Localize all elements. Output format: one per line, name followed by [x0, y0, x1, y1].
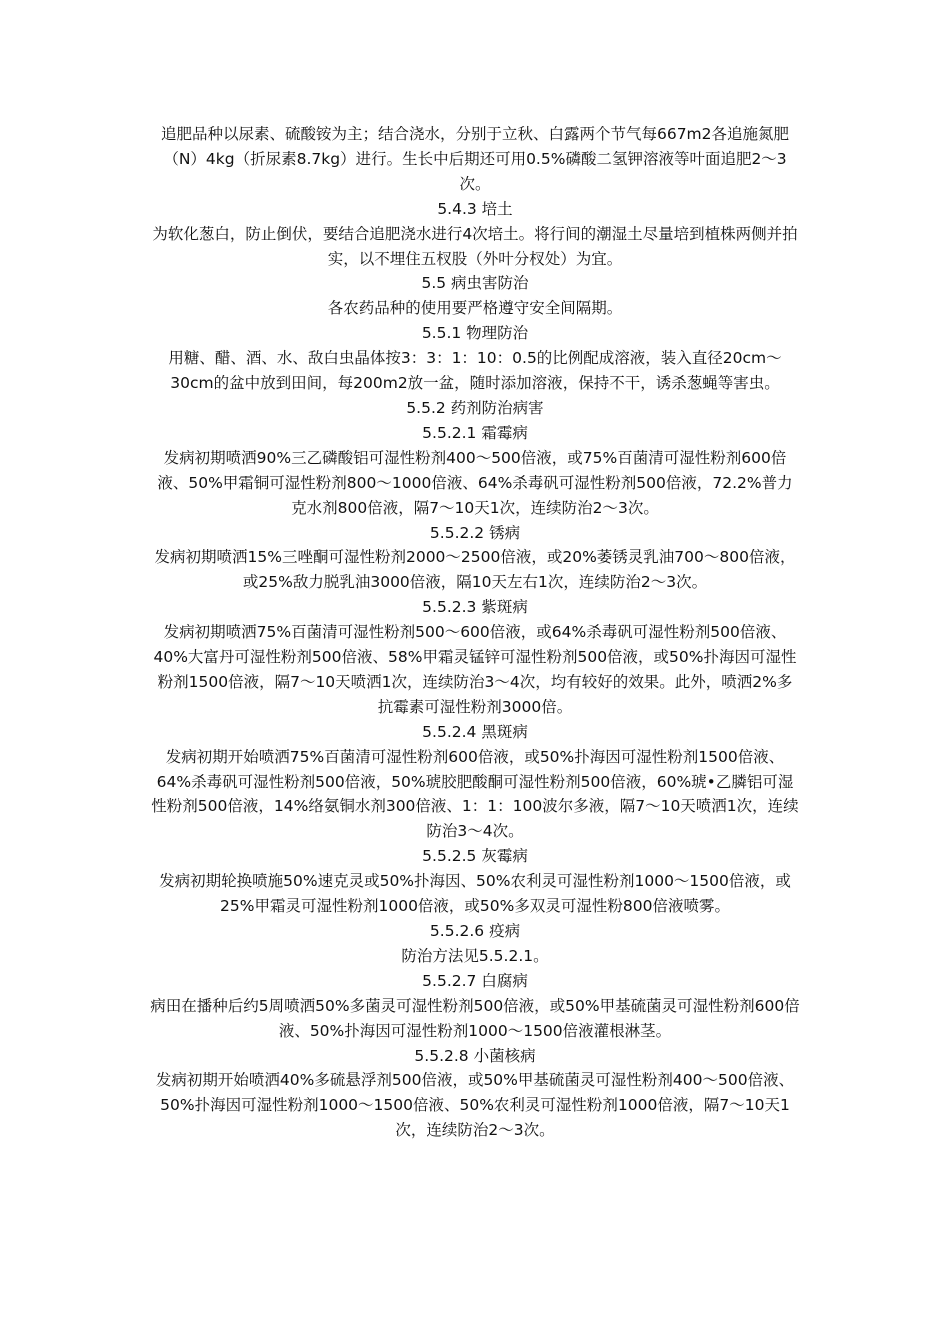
- paragraph-downy-mildew: 发病初期喷洒90%三乙磷酸铝可湿性粉剂400～500倍液，或75%百菌清可湿性粉剂600倍液、50%甲霜铜可湿性粉剂800～1000倍液、64%杀毒矾可湿性粉剂500倍液，72.2%普力克水剂800倍液，隔7～10天1次，连续防治2～3次。: [157, 448, 793, 517]
- heading-5-4-3: 5.4.3 培土: [437, 199, 513, 218]
- heading-5-5-2-3: 5.5.2.3 紫斑病: [422, 598, 528, 617]
- paragraph-blight: 防治方法见5.5.2.1。: [401, 946, 549, 965]
- paragraph-rust: 发病初期喷洒15%三唑酮可湿性粉剂2000～2500倍液，或20%萎锈灵乳油700～800倍液，或25%敌力脱乳油3000倍液，隔10天左右1次，连续防治2～3次。: [154, 548, 796, 592]
- heading-5-5: 5.5 病虫害防治: [421, 274, 529, 293]
- paragraph-black-spot: 发病初期开始喷洒75%百菌清可湿性粉剂600倍液，或50%扑海因可湿性粉剂1500倍液、64%杀毒矾可湿性粉剂500倍液，50%琥胶肥酸酮可湿性粉剂500倍液，60%琥•乙膦铝可湿性粉剂500倍液，14%络氨铜水剂300倍液、1：1：100波尔多液，隔7～10天喷洒1次，连续防治3～4次。: [151, 747, 799, 841]
- heading-5-5-2-7: 5.5.2.7 白腐病: [422, 971, 528, 990]
- heading-5-5-2: 5.5.2 药剂防治病害: [406, 398, 544, 417]
- paragraph-safety-interval: 各农药品种的使用要严格遵守安全间隔期。: [327, 299, 623, 318]
- paragraph-earthing-up: 为软化葱白，防止倒伏，要结合追肥浇水进行4次培土。将行间的潮湿土尽量培到植株两侧并拍实，以不埋住五杈股（外叶分杈处）为宜。: [152, 224, 798, 268]
- heading-5-5-2-8: 5.5.2.8 小菌核病: [414, 1046, 536, 1065]
- heading-5-5-2-5: 5.5.2.5 灰霉病: [422, 847, 528, 866]
- paragraph-topdressing: 追肥品种以尿素、硫酸铵为主；结合浇水，分别于立秋、白露两个节气每667m2各追施氮肥（N）4kg（折尿素8.7kg）进行。生长中后期还可用0.5%磷酸二氢钾溶液等叶面追肥2～3次。: [160, 125, 790, 193]
- heading-5-5-2-4: 5.5.2.4 黑斑病: [422, 722, 528, 741]
- heading-5-5-1: 5.5.1 物理防治: [421, 324, 529, 343]
- paragraph-small-sclerotium: 发病初期开始喷洒40%多硫悬浮剂500倍液，或50%甲基硫菌灵可湿性粉剂400～500倍液、50%扑海因可湿性粉剂1000～1500倍液、50%农利灵可湿性粉剂1000倍液，隔7～10天1次，连续防治2～3次。: [155, 1071, 795, 1140]
- heading-5-5-2-1: 5.5.2.1 霜霉病: [422, 423, 528, 442]
- document-page: [150, 122, 800, 1143]
- heading-5-5-2-6: 5.5.2.6 疫病: [429, 922, 521, 940]
- paragraph-physical-control: 用糖、醋、酒、水、敌白虫晶体按3：3：1：10：0.5的比例配成溶液，装入直径20cm～30cm的盆中放到田间，每200m2放一盆，随时添加溶液，保持不干，诱杀葱蝇等害虫。: [168, 349, 782, 393]
- paragraph-purple-blotch: 发病初期喷洒75%百菌清可湿性粉剂500～600倍液，或64%杀毒矾可湿性粉剂500倍液、40%大富丹可湿性粉剂500倍液、58%甲霜灵锰锌可湿性粉剂500倍液，或50%扑海因可湿性粉剂1500倍液，隔7～10天喷洒1次，连续防治3～4次，均有较好的效果。此外，喷洒2%多抗霉素可湿性粉剂3000倍。: [153, 623, 797, 716]
- paragraph-gray-mold: 发病初期轮换喷施50%速克灵或50%扑海因、50%农利灵可湿性粉剂1000～1500倍液，或25%甲霜灵可湿性粉剂1000倍液，或50%多双灵可湿性粉800倍液喷雾。: [159, 872, 791, 916]
- paragraph-white-rot: 病田在播种后约5周喷洒50%多菌灵可湿性粉剂500倍液，或50%甲基硫菌灵可湿性粉剂600倍液、50%扑海因可湿性粉剂1000～1500倍液灌根淋茎。: [150, 996, 800, 1040]
- heading-5-5-2-2: 5.5.2.2 锈病: [429, 523, 521, 542]
